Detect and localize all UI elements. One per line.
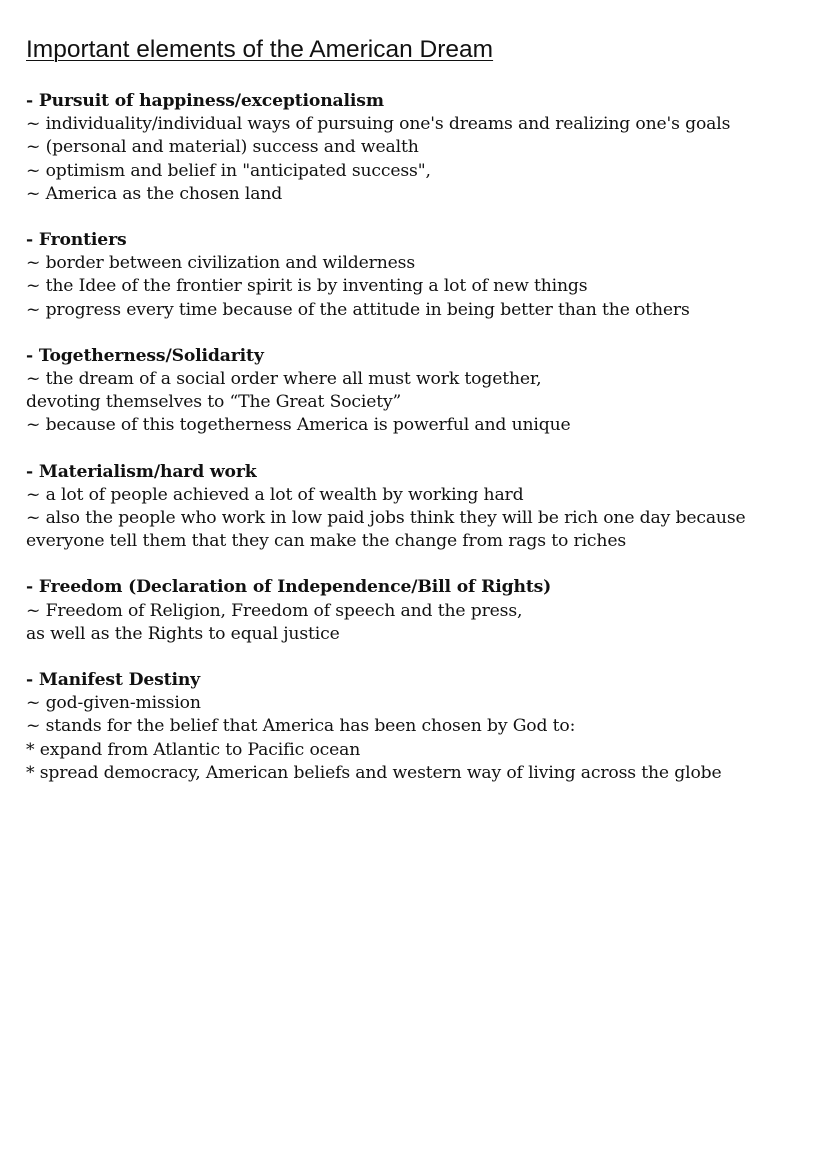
- section-freedom: [26, 576, 816, 646]
- section-line: everyone tell them that they can make the change from rags to riches: [26, 531, 627, 552]
- section-line: ~ god-given-mission: [26, 693, 201, 714]
- section-line: ~ America as the chosen land: [26, 183, 283, 204]
- section-line: devoting themselves to “The Great Society”: [26, 392, 402, 413]
- section-line: ~ optimism and belief in "anticipated success",: [26, 160, 431, 181]
- section-line: ~ (personal and material) success and wealth: [26, 137, 419, 158]
- section-line: ~ because of this togetherness America is powerful and unique: [26, 415, 571, 436]
- section-manifest-destiny: [26, 669, 816, 785]
- document-page: [26, 34, 816, 808]
- section-line: ~ the Idee of the frontier spirit is by inventing a lot of new things: [26, 276, 588, 297]
- section-line: ~ Freedom of Religion, Freedom of speech and the press,: [26, 600, 523, 621]
- section-pursuit-of-happiness: [26, 90, 816, 206]
- section-heading: - Freedom (Declaration of Independence/Bill of Rights): [26, 577, 552, 598]
- section-line: ~ a lot of people achieved a lot of wealth by working hard: [26, 484, 524, 505]
- section-line: ~ progress every time because of the attitude in being better than the others: [26, 299, 690, 320]
- section-heading: - Materialism/hard work: [26, 461, 257, 482]
- section-line: ~ also the people who work in low paid jobs think they will be rich one day because: [26, 508, 746, 529]
- section-heading: - Manifest Destiny: [26, 670, 201, 691]
- section-heading: - Togetherness/Solidarity: [26, 345, 264, 366]
- section-line: * spread democracy, American beliefs and western way of living across the globe: [26, 762, 722, 783]
- document-title: Important elements of the American Dream: [26, 36, 494, 63]
- section-line: ~ the dream of a social order where all must work together,: [26, 369, 542, 390]
- section-togetherness: [26, 345, 816, 438]
- section-line: as well as the Rights to equal justice: [26, 623, 340, 644]
- section-materialism: [26, 461, 816, 554]
- section-line: ~ individuality/individual ways of pursuing one's dreams and realizing one's goals: [26, 114, 731, 135]
- section-frontiers: [26, 229, 816, 322]
- section-line: ~ stands for the belief that America has been chosen by God to:: [26, 716, 576, 737]
- section-heading: - Pursuit of happiness/exceptionalism: [26, 91, 384, 111]
- section-line: * expand from Atlantic to Pacific ocean: [26, 739, 361, 760]
- section-line: ~ border between civilization and wilderness: [26, 253, 416, 274]
- section-heading: - Frontiers: [26, 230, 127, 251]
